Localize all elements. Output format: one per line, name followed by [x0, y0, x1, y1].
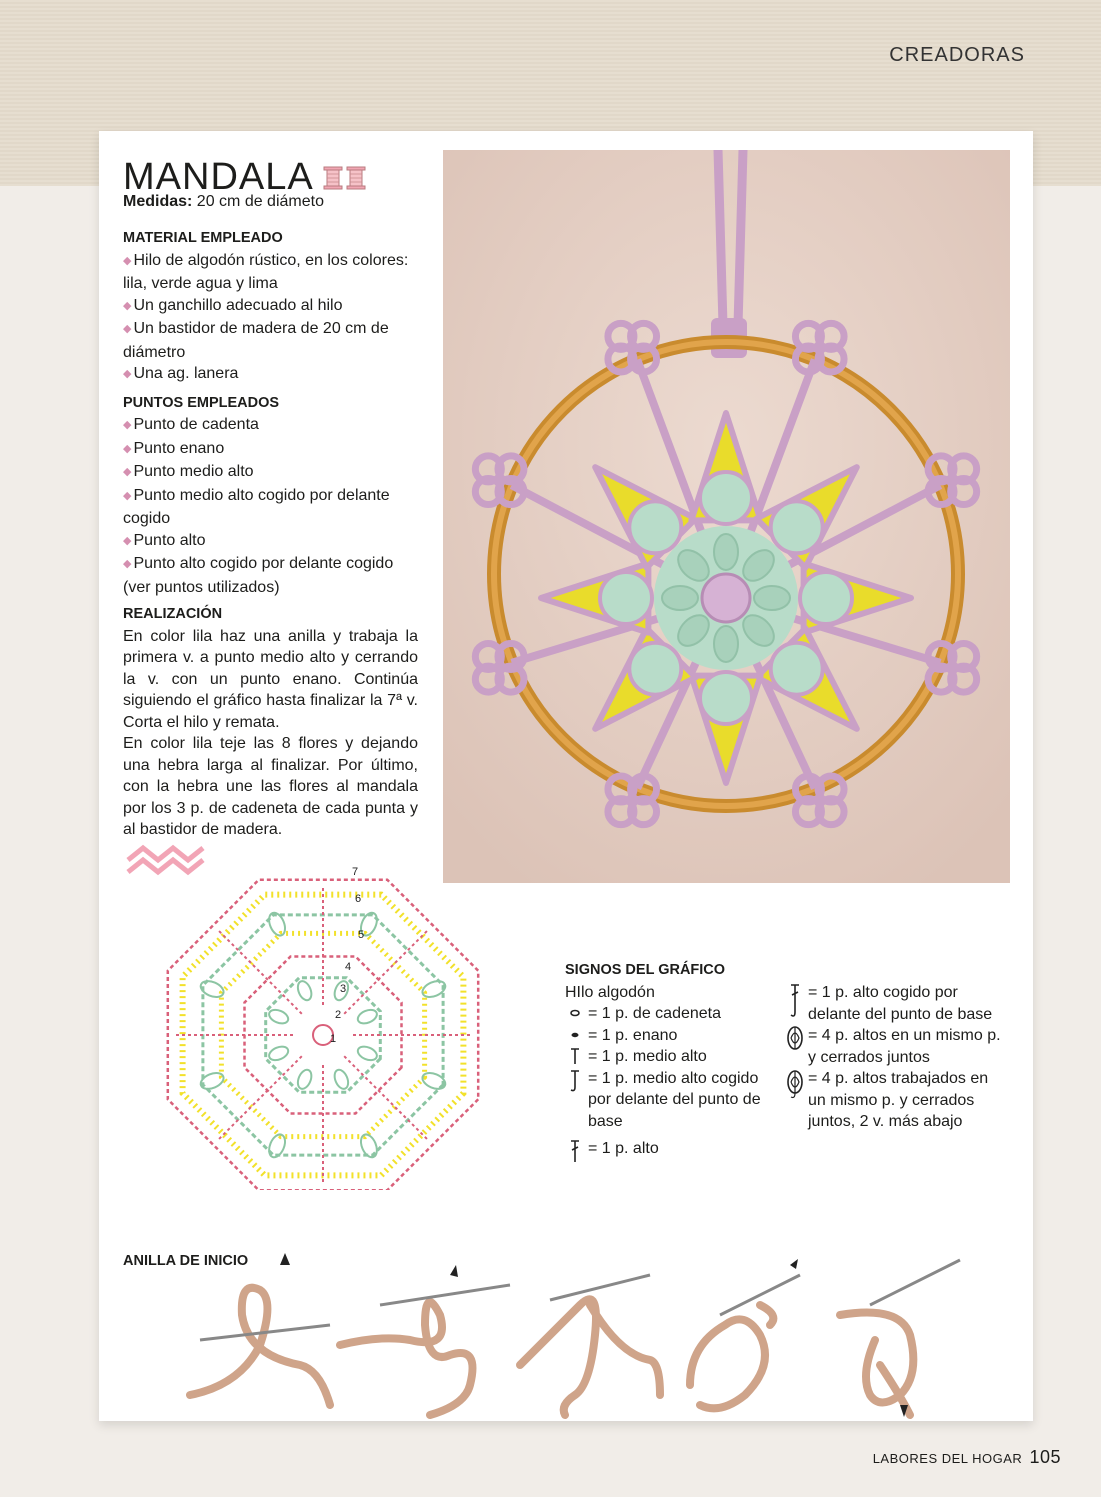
legend-item: = 1 p. medio alto [565, 1046, 780, 1068]
magic-ring-illustration [180, 1245, 1020, 1420]
stitches-list [123, 414, 418, 598]
instructions-paragraph: En color lila haz una anilla y trabaja la primera v. a punto medio alto y cerrando la v. con un punto enano. Continúa siguiendo el gráfico hasta finalizar la 7ª v. Corta el hilo y remata. [123, 627, 418, 731]
list-item: ◆ Hilo de algodón rústico, en los colores: lila, verde agua y lima [123, 250, 418, 295]
instructions-paragraph: En color lila teje las 8 flores y dejando una hebra larga al finalizar. Por último, con la hebra une las flores al mandala por los 3 p. de cadeneta de cada punta y al bastidor de madera. [123, 735, 418, 838]
cluster-below-icon [785, 1068, 805, 1102]
list-item: ◆ Una ag. lanera [123, 363, 418, 387]
round-label: 7 [352, 866, 359, 878]
round-label: 5 [358, 929, 365, 941]
measures [123, 193, 324, 211]
double-crochet-icon [565, 1138, 585, 1164]
round-label: 4 [345, 961, 352, 973]
slip-stitch-icon [565, 1025, 585, 1045]
legend-item: = 4 p. altos en un mismo p. y cerrados juntos [785, 1025, 1010, 1068]
legend-item: = 1 p. medio alto cogido por delante del punto de base [565, 1068, 780, 1133]
magic-ring-heading: ANILLA DE INICIO [123, 1253, 249, 1269]
pattern-title: MANDALA [123, 156, 314, 198]
half-double-icon [565, 1046, 585, 1066]
round-label: 2 [335, 1009, 342, 1021]
chain-icon [565, 1003, 585, 1023]
legend-item: = 4 p. altos trabajados en un mismo p. y cerrados juntos, 2 v. más abajo [785, 1068, 1010, 1133]
legend-item: = 1 p. de cadeneta [565, 1003, 780, 1025]
round-label: 6 [355, 893, 362, 905]
front-post-half-double-icon [565, 1068, 585, 1094]
list-item: ◆ Punto medio alto [123, 461, 418, 485]
crochet-chart [108, 830, 528, 1190]
front-post-double-icon [785, 982, 805, 1022]
section-label: CREADORAS [889, 44, 1025, 66]
list-item: ◆ Punto medio alto cogido por delante cogido [123, 485, 418, 530]
instructions-heading: REALIZACIÓN [123, 606, 223, 622]
spool-icon [322, 165, 368, 191]
legend-left-column [565, 960, 780, 1164]
stitches-heading: PUNTOS EMPLEADOS [123, 394, 280, 411]
legend-subheading: HIlo algodón [565, 983, 655, 1001]
legend-item: = 1 p. alto cogido por delante del punto de base [785, 982, 1010, 1025]
materials-list [123, 250, 418, 387]
round-label: 3 [340, 983, 347, 995]
mandala-illustration [443, 150, 1010, 883]
measures-value: 20 cm de diámeto [196, 193, 324, 210]
legend-item: = 1 p. alto [565, 1138, 780, 1164]
list-item: ◆ Punto de cadenta [123, 414, 418, 438]
measures-label: Medidas: [123, 193, 193, 210]
list-item: ◆ Punto alto cogido por delante cogido (ver puntos utilizados) [123, 553, 418, 598]
round-label: 1 [330, 1033, 337, 1045]
list-item: ◆ Punto enano [123, 438, 418, 462]
legend-heading: SIGNOS DEL GRÁFICO [565, 962, 726, 978]
legend-item: = 1 p. enano [565, 1025, 780, 1047]
cluster-icon [785, 1025, 805, 1051]
legend-right-column [785, 982, 1010, 1133]
list-item: ◆ Punto alto [123, 530, 418, 554]
page-footer [873, 1447, 1061, 1468]
list-item: ◆ Un bastidor de madera de 20 cm de diámetro [123, 318, 418, 363]
pattern-text-column [123, 222, 418, 841]
list-item: ◆ Un ganchillo adecuado al hilo [123, 295, 418, 319]
materials-heading: MATERIAL EMPLEADO [123, 230, 283, 246]
mandala-photo [443, 150, 1010, 883]
page-number: 105 [1029, 1447, 1061, 1467]
magazine-name: LABORES DEL HOGAR [872, 1451, 1023, 1466]
